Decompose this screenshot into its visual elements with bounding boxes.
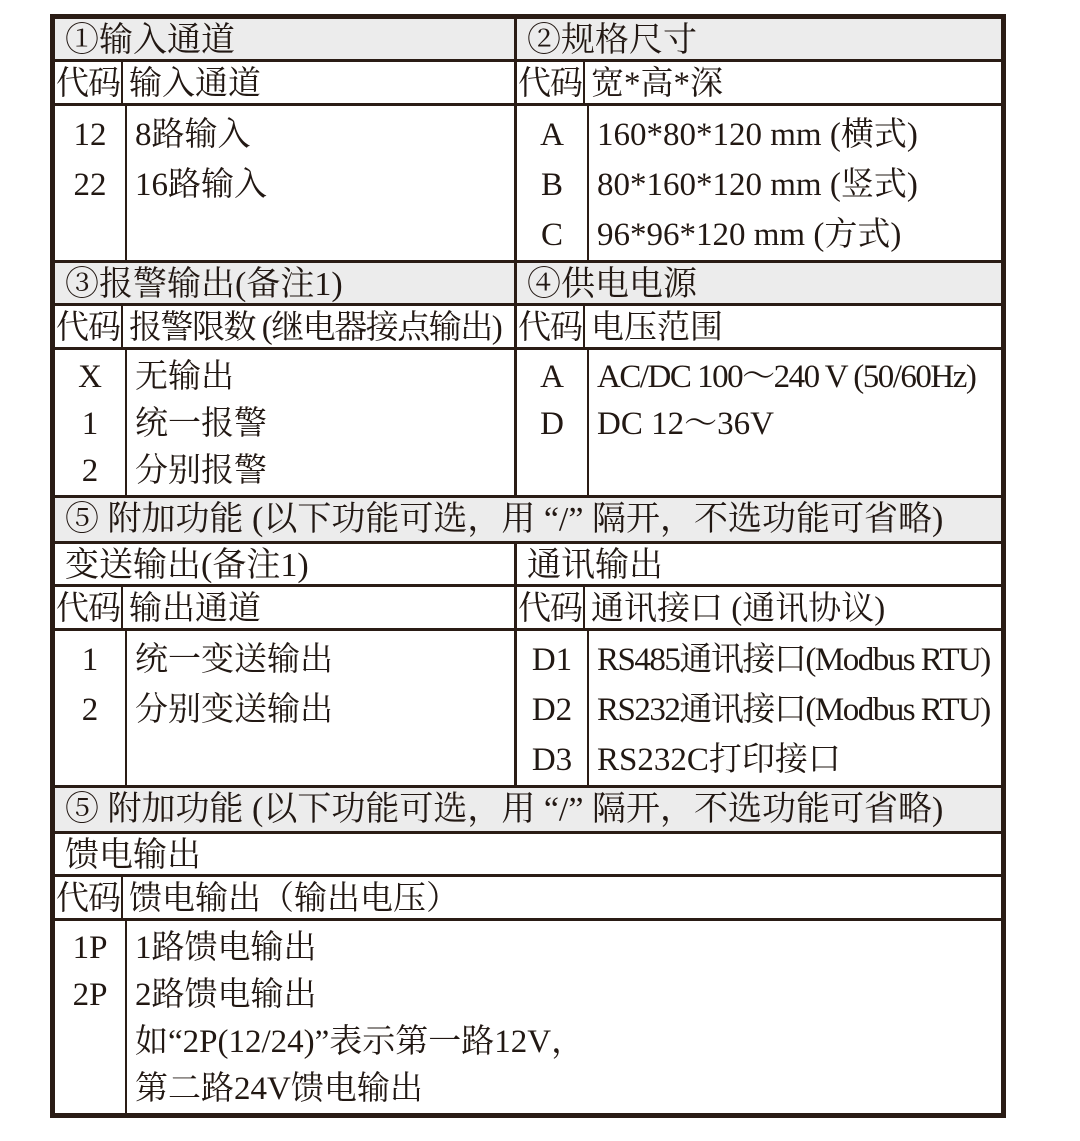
ordering-spec-table <box>50 14 1006 1118</box>
desc-cell: 如“2P(12/24)”表示第一路12V， <box>135 1024 585 1060</box>
section-header-row <box>517 587 1001 631</box>
desc-cell: RS232通讯接口(Modbus RTU) <box>597 692 990 728</box>
section-body <box>517 631 1001 785</box>
code-cell <box>55 1066 125 1113</box>
desc-cell: 1路馈电输出 <box>135 930 317 966</box>
code-column <box>55 106 127 260</box>
desc-header-cell: 馈电输出（输出电压） <box>129 881 459 917</box>
code-cell: D2 <box>531 692 573 728</box>
desc-cell: 16路输入 <box>135 167 267 203</box>
desc-cell: 80*160*120 mm (竖式) <box>597 167 918 203</box>
code-cell: A <box>540 359 564 395</box>
desc-cell: 分别变送输出 <box>135 692 333 728</box>
section-alarm-output <box>55 263 517 495</box>
desc-cell: 无输出 <box>135 359 234 395</box>
band-feed-output <box>55 834 1001 1113</box>
code-cell: D <box>540 406 564 442</box>
desc-cell: RS485通讯接口(Modbus RTU) <box>597 642 990 678</box>
section-title: ①输入通道 <box>55 19 514 62</box>
section-body <box>517 106 1001 260</box>
desc-cell: 96*96*120 mm (方式) <box>597 217 902 253</box>
code-cell: B <box>540 167 563 203</box>
desc-cell: 2路馈电输出 <box>135 977 317 1013</box>
desc-column <box>127 106 514 260</box>
code-cell <box>55 1019 125 1066</box>
additional-functions-header: ⑤ 附加功能 (以下功能可选，用 “/” 隔开，不选功能可省略) <box>55 498 1001 541</box>
section-power-supply <box>517 263 1001 495</box>
code-cell: D1 <box>531 642 573 678</box>
desc-column <box>127 921 1001 1113</box>
code-cell: A <box>540 117 564 153</box>
desc-header-cell: 通讯接口 (通讯协议) <box>591 591 886 627</box>
code-cell: 12 <box>73 117 107 153</box>
section-header-row <box>55 587 514 631</box>
code-cell: 2 <box>81 692 99 728</box>
desc-column <box>589 631 1001 785</box>
code-header-cell: 代码 <box>517 306 585 347</box>
band-additional-functions-1 <box>55 498 1001 544</box>
section-input-channels <box>55 19 517 260</box>
code-column <box>517 106 589 260</box>
desc-cell: RS232C打印接口 <box>597 742 841 778</box>
section-header-row <box>55 877 1001 921</box>
code-column <box>55 350 127 495</box>
section-title: ③报警输出(备注1) <box>55 263 514 306</box>
code-header-cell: 代码 <box>55 62 123 103</box>
code-header-cell: 代码 <box>55 877 123 918</box>
code-cell: 2P <box>72 977 108 1013</box>
code-cell: X <box>78 359 102 395</box>
code-column <box>55 631 127 785</box>
band-input-size <box>55 19 1001 263</box>
code-cell: D3 <box>531 742 573 778</box>
section-title: 通讯输出 <box>517 544 1001 587</box>
section-transmit-output <box>55 544 517 785</box>
desc-cell: DC 12～36V <box>597 406 774 442</box>
section-body <box>517 350 1001 495</box>
code-column <box>55 921 127 1113</box>
code-cell: 1 <box>81 642 99 678</box>
code-column <box>517 350 589 495</box>
section-title: ②规格尺寸 <box>517 19 1001 62</box>
desc-column <box>127 350 514 495</box>
section-header-row <box>55 62 514 106</box>
desc-cell: 8路输入 <box>135 117 251 153</box>
desc-header-cell: 电压范围 <box>591 310 723 346</box>
section-title: 变送输出(备注1) <box>55 544 514 587</box>
desc-column <box>127 631 514 785</box>
code-cell: 2 <box>81 453 99 489</box>
code-column <box>517 631 589 785</box>
desc-header-cell: 宽*高*深 <box>591 66 723 102</box>
section-title: ④供电电源 <box>517 263 1001 306</box>
desc-header-cell: 报警限数 (继电器接点输出) <box>129 310 502 346</box>
code-header-cell: 代码 <box>517 62 585 103</box>
section-body <box>55 631 514 785</box>
additional-functions-header: ⑤ 附加功能 (以下功能可选，用 “/” 隔开，不选功能可省略) <box>55 788 1001 831</box>
desc-cell: 160*80*120 mm (横式) <box>597 117 918 153</box>
code-cell: C <box>540 217 563 253</box>
section-title: 馈电输出 <box>55 834 1001 877</box>
section-dimensions <box>517 19 1001 260</box>
code-cell: 1P <box>72 930 108 966</box>
desc-column <box>589 106 1001 260</box>
desc-cell: 统一报警 <box>135 406 267 442</box>
desc-cell: AC/DC 100～240 V (50/60Hz) <box>597 359 976 395</box>
section-feed-output <box>55 834 1001 1113</box>
section-body <box>55 106 514 260</box>
band-alarm-power <box>55 263 1001 498</box>
code-cell: 1 <box>81 406 99 442</box>
code-cell: 22 <box>73 167 107 203</box>
section-comm-output <box>517 544 1001 785</box>
code-header-cell: 代码 <box>517 587 585 628</box>
desc-header-cell: 输入通道 <box>129 66 261 102</box>
desc-cell: 统一变送输出 <box>135 642 333 678</box>
section-body <box>55 350 514 495</box>
code-header-cell: 代码 <box>55 306 123 347</box>
code-header-cell: 代码 <box>55 587 123 628</box>
section-header-row <box>517 62 1001 106</box>
desc-column <box>589 350 1001 495</box>
desc-header-cell: 输出通道 <box>129 591 261 627</box>
section-body <box>55 921 1001 1113</box>
band-transmit-comm <box>55 544 1001 788</box>
band-additional-functions-2 <box>55 788 1001 834</box>
desc-cell: 第二路24V馈电输出 <box>135 1071 423 1107</box>
section-header-row <box>517 306 1001 350</box>
section-header-row <box>55 306 514 350</box>
desc-cell: 分别报警 <box>135 453 267 489</box>
